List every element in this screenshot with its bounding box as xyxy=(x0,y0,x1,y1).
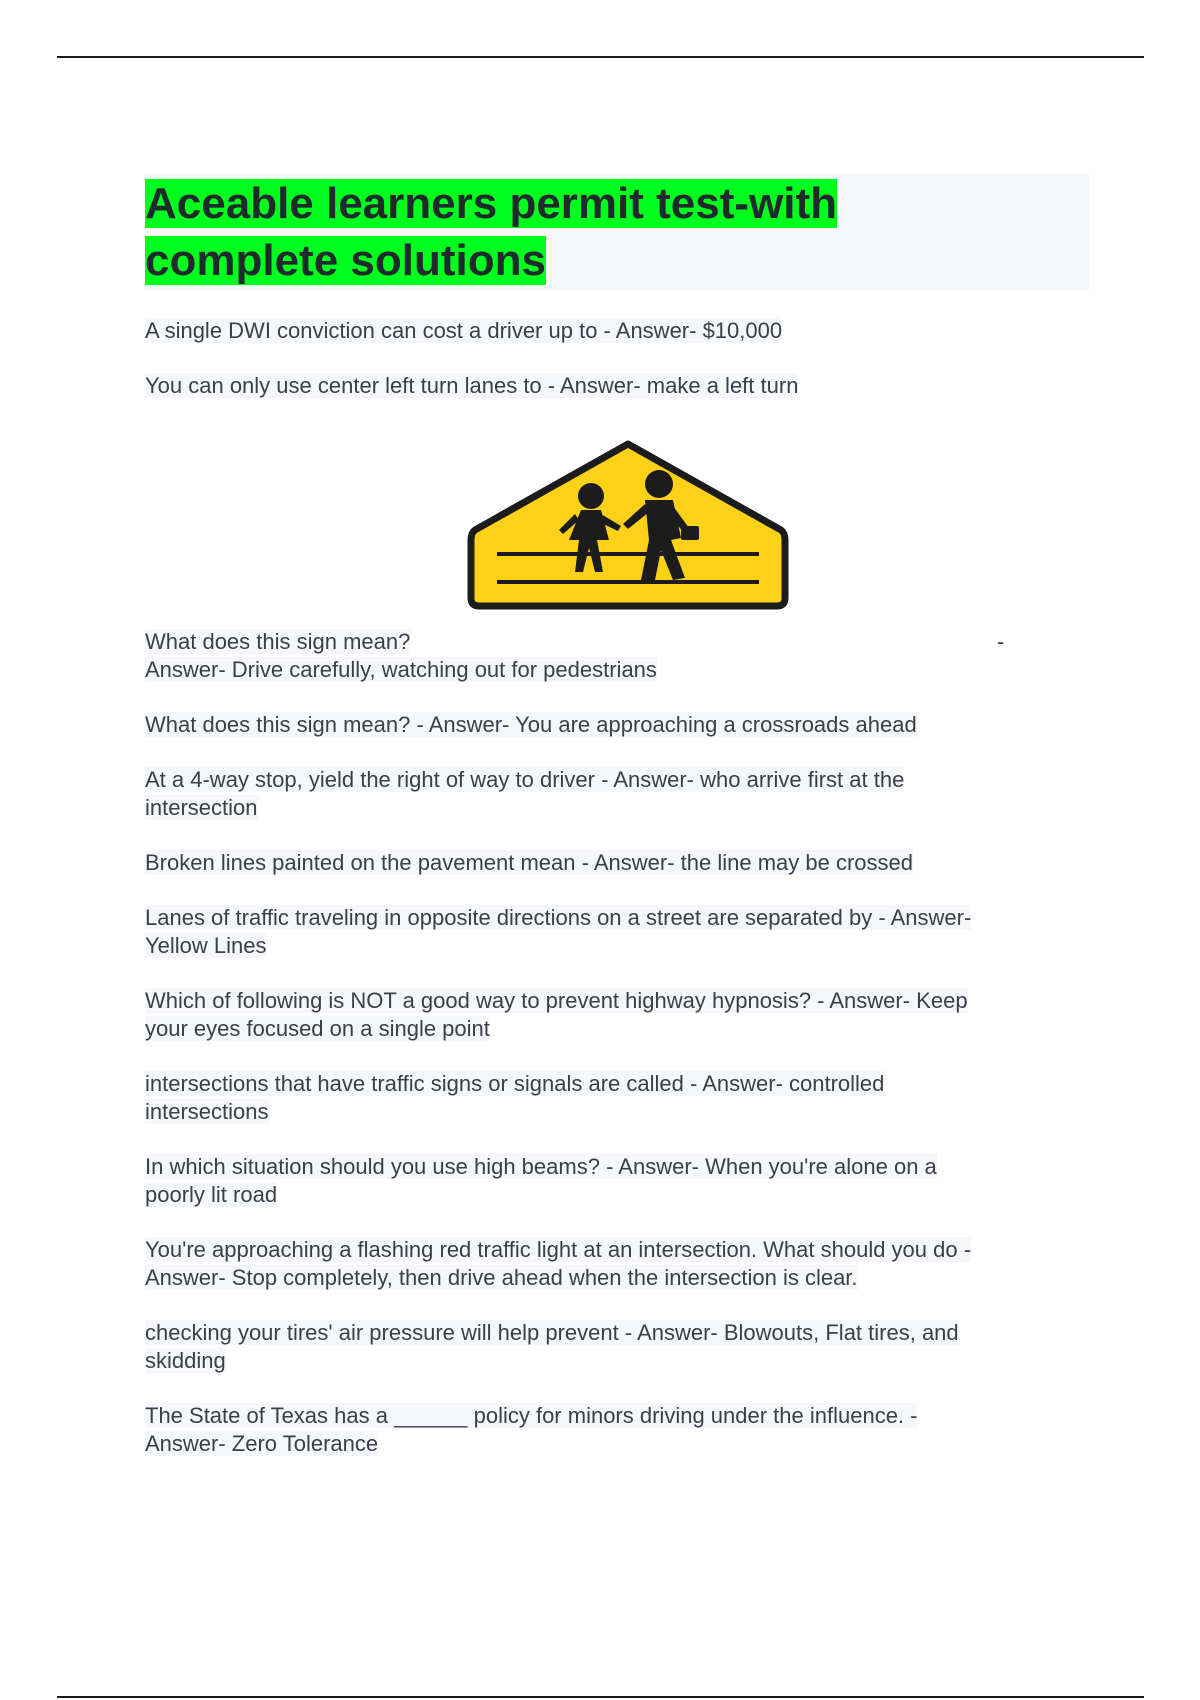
qa-item-3: What does this sign mean? - Answer- Drive carefully, watching out for pedestrians xyxy=(145,629,1005,682)
school-crossing-sign-icon xyxy=(463,440,793,610)
top-rule xyxy=(57,56,1144,58)
qa-item-2: You can only use center left turn lanes to - Answer- make a left turn xyxy=(145,373,799,398)
qa-item-6: Broken lines painted on the pavement mean - Answer- the line may be crossed xyxy=(145,850,913,875)
sign-row xyxy=(145,440,1090,630)
title-block xyxy=(145,173,1089,291)
qa-item-4: What does this sign mean? - Answer- You are approaching a crossroads ahead xyxy=(145,712,917,737)
bottom-rule xyxy=(57,1696,1144,1698)
qa-item-1: A single DWI conviction can cost a driver up to - Answer- $10,000 xyxy=(145,318,783,343)
qa-item-8: Which of following is NOT a good way to prevent highway hypnosis? - Answer- Keep your eyes focused on a single point xyxy=(145,988,968,1041)
page-title xyxy=(145,175,1089,289)
qa-item-5: At a 4-way stop, yield the right of way to driver - Answer- who arrive first at the intersection xyxy=(145,767,905,820)
qa-item-7: Lanes of traffic traveling in opposite directions on a street are separated by - Answer- Yellow Lines xyxy=(145,905,972,958)
title-line-2: complete solutions xyxy=(145,236,546,285)
title-line-1: Aceable learners permit test-with xyxy=(145,179,838,228)
document-content xyxy=(145,173,1090,1458)
qa-item-10: In which situation should you use high beams? - Answer- When you're alone on a poorly lit road xyxy=(145,1154,937,1207)
qa-item-12: checking your tires' air pressure will help prevent - Answer- Blowouts, Flat tires, and skidding xyxy=(145,1320,959,1373)
qa-item-11: You're approaching a flashing red traffic light at an intersection. What should you do - Answer- Stop completely, then drive ahead when the intersection is clear. xyxy=(145,1237,972,1290)
qa-item-13: The State of Texas has a ______ policy for minors driving under the influence. - Answer- Zero Tolerance xyxy=(145,1403,918,1456)
qa-item-9: intersections that have traffic signs or signals are called - Answer- controlled intersections xyxy=(145,1071,885,1124)
